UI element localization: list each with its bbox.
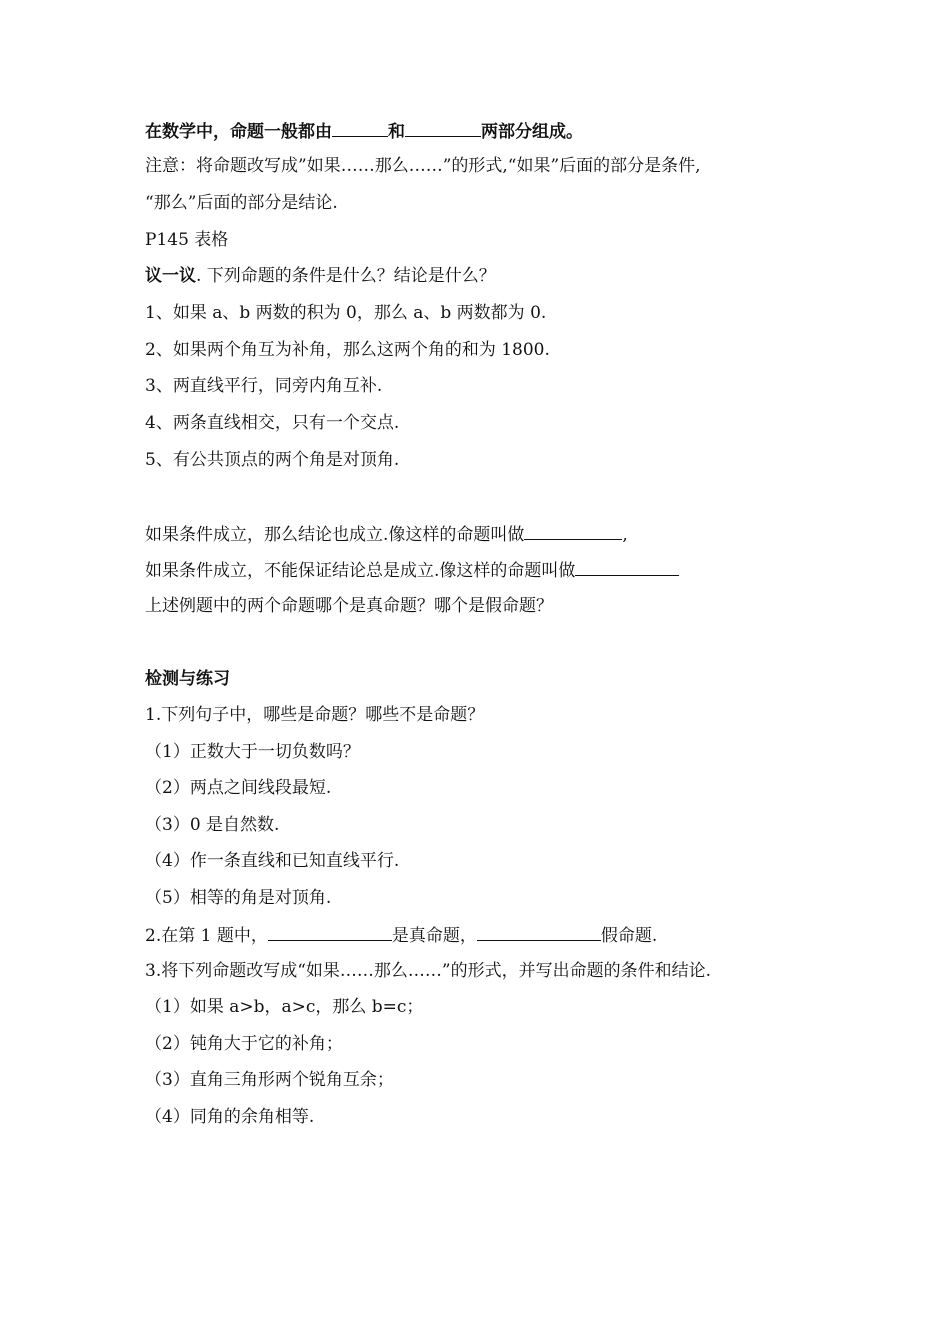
intro-part2: 和 xyxy=(388,122,405,142)
truth-question: 上述例题中的两个命题哪个是真命题？哪个是假命题？ xyxy=(145,596,553,616)
q2-text-c: 假命题. xyxy=(600,926,658,946)
proposition-5: 5、有公共顶点的两个角是对顶角. xyxy=(145,450,400,470)
intro-line xyxy=(145,118,583,144)
blank-conclusion[interactable] xyxy=(405,118,481,137)
q1-item-4: （4）作一条直线和已知直线平行. xyxy=(145,851,400,871)
q1-item-5: （5）相等的角是对顶角. xyxy=(145,888,332,908)
q2-text-a: 2.在第 1 题中， xyxy=(145,926,268,946)
discuss-heading xyxy=(145,264,496,288)
blank-true-proposition[interactable] xyxy=(524,521,622,540)
true-def-text: 如果条件成立，那么结论也成立.像这样的命题叫做 xyxy=(145,525,525,545)
q3-item-2: （2）钝角大于它的补角； xyxy=(145,1034,343,1054)
proposition-1: 1、如果 a、b 两数的积为 0，那么 a、b 两数都为 0. xyxy=(145,303,547,323)
proposition-4: 4、两条直线相交，只有一个交点. xyxy=(145,413,400,433)
blank-condition[interactable] xyxy=(332,118,388,137)
discuss-label: 议一议 xyxy=(145,266,196,286)
table-reference: P145 表格 xyxy=(145,230,229,250)
note-line-1: 注意：将命题改写成”如果……那么……”的形式,“如果”后面的部分是条件, xyxy=(145,156,701,176)
proposition-2: 2、如果两个角互为补角，那么这两个角的和为 1800. xyxy=(145,340,550,360)
false-proposition-definition xyxy=(145,557,679,583)
false-def-text: 如果条件成立，不能保证结论总是成立.像这样的命题叫做 xyxy=(145,561,576,581)
q1-item-1: （1）正数大于一切负数吗？ xyxy=(145,742,360,762)
intro-part3: 两部分组成。 xyxy=(481,122,583,142)
question-1: 1.下列句子中，哪些是命题？哪些不是命题？ xyxy=(145,705,485,725)
question-3: 3.将下列命题改写成“如果……那么……”的形式，并写出命题的条件和结论. xyxy=(145,961,712,981)
intro-part1: 在数学中，命题一般都由 xyxy=(145,122,332,142)
proposition-3: 3、两直线平行，同旁内角互补. xyxy=(145,376,383,396)
discuss-text: . 下列命题的条件是什么？结论是什么？ xyxy=(196,266,496,286)
note-line-2: “那么”后面的部分是结论. xyxy=(145,193,338,213)
q1-item-2: （2）两点之间线段最短. xyxy=(145,778,332,798)
q2-text-b: 是真命题， xyxy=(391,926,477,946)
question-2 xyxy=(145,922,657,948)
q3-item-4: （4）同角的余角相等. xyxy=(145,1107,315,1127)
true-proposition-definition xyxy=(145,521,628,547)
q3-item-3: （3）直角三角形两个锐角互余； xyxy=(145,1070,394,1090)
blank-true-answers[interactable] xyxy=(268,922,392,941)
q1-item-3: （3）0 是自然数. xyxy=(145,815,280,835)
true-def-tail: , xyxy=(622,525,628,545)
q3-item-1: （1）如果 a>b，a>c，那么 b=c； xyxy=(145,997,424,1017)
blank-false-proposition[interactable] xyxy=(575,557,679,576)
blank-false-answers[interactable] xyxy=(477,922,601,941)
practice-title: 检测与练习 xyxy=(145,669,230,689)
